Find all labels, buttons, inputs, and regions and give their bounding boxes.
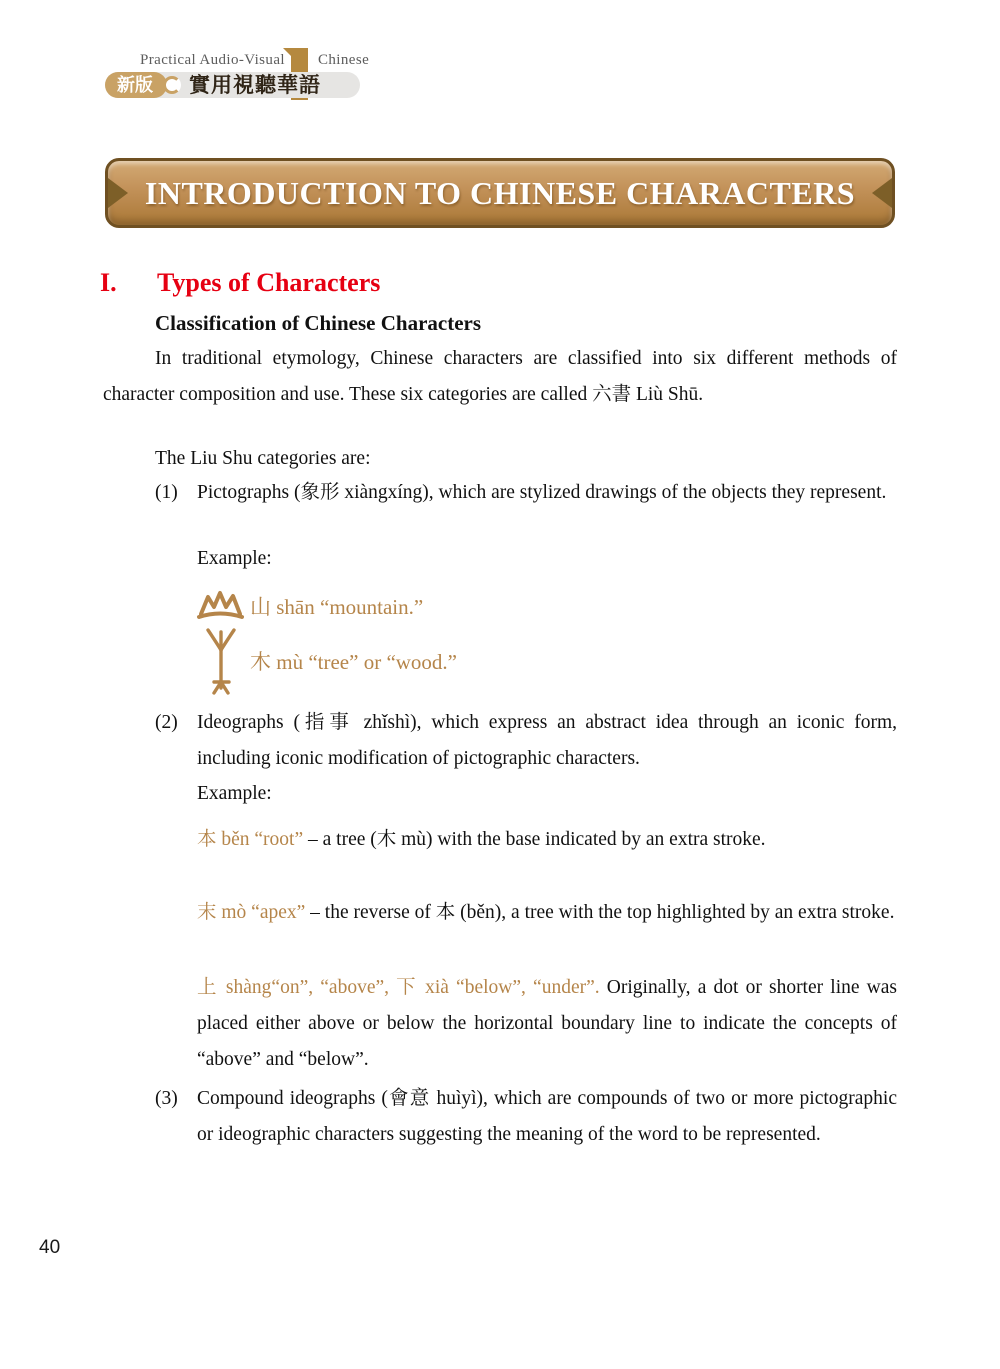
list-item-marker: (3) — [155, 1088, 178, 1109]
ideograph-highlight: 本 běn “root” — [197, 829, 304, 850]
list-item-text: Ideographs (指事 zhǐshì), which express an abstract idea through an iconic form, including iconic modification of pictographic characters. — [197, 712, 897, 769]
section-numeral: I. — [100, 268, 117, 297]
mountain-pictograph-icon — [192, 588, 250, 624]
list-item-marker: (2) — [155, 712, 178, 733]
banner-left-chevron-icon — [108, 178, 128, 208]
tree-pictograph-icon — [192, 626, 250, 696]
pictograph-caption: 山 shān “mountain.” — [250, 595, 424, 619]
list-item-compound-ideographs — [155, 1081, 897, 1153]
list-item-ideographs — [155, 705, 897, 777]
section-title: Types of Characters — [157, 268, 381, 297]
ideograph-explanation: – a tree (木 mù) with the base indicated by an extra stroke. — [303, 829, 766, 850]
new-edition-badge: 新版 — [105, 72, 167, 98]
example-label: Example: — [197, 548, 272, 569]
pictograph-example-mountain — [192, 585, 423, 627]
pictograph-example-tree — [192, 625, 457, 697]
list-item-pictographs — [155, 475, 897, 511]
list-item-marker: (1) — [155, 482, 178, 503]
ideograph-explanation: Originally, a dot or shorter line was placed either above or below the horizontal boundary line to indicate the concepts of “above” and “below”. — [197, 977, 897, 1070]
example-label: Example: — [197, 783, 272, 804]
ideograph-example-apex — [197, 895, 897, 931]
intro-paragraph: In traditional etymology, Chinese characters are classified into six different methods of character composition and use. These six categories are called 六書 Liù Shū. — [103, 348, 897, 405]
ideograph-explanation: – the reverse of 本 (běn), a tree with the top highlighted by an extra stroke. — [305, 902, 895, 923]
brand-pill — [105, 72, 360, 98]
ideograph-highlight: 上 shàng“on”, “above”, 下 xià “below”, “under”. — [197, 977, 600, 998]
chapter-title: INTRODUCTION TO CHINESE CHARACTERS — [144, 174, 856, 211]
pill-divider-dot-icon — [163, 76, 181, 94]
chapter-banner — [105, 158, 895, 228]
lead-in-line: The Liu Shu categories are: — [155, 448, 371, 469]
section-heading — [100, 268, 380, 298]
list-item-text: Compound ideographs (會意 huìyì), which are compounds of two or more pictographic or ideographic characters suggesting the meaning of the word to be represented. — [197, 1088, 897, 1145]
banner-right-chevron-icon — [872, 178, 892, 208]
page-number: 40 — [39, 1237, 61, 1258]
list-item-text: Pictographs (象形 xiàngxíng), which are stylized drawings of the objects they represent. — [197, 482, 887, 503]
ideograph-highlight: 末 mò “apex” — [197, 902, 306, 923]
brand-english-right: Chinese — [318, 52, 370, 68]
ideograph-example-above-below — [197, 970, 897, 1078]
brand-chinese-title: 實用視聽華語 — [189, 73, 321, 97]
subsection-title: Classification of Chinese Characters — [155, 311, 482, 335]
ideograph-example-root — [197, 822, 897, 858]
pictograph-caption: 木 mù “tree” or “wood.” — [250, 650, 457, 674]
brand-english-left: Practical Audio-Visual — [140, 52, 285, 68]
